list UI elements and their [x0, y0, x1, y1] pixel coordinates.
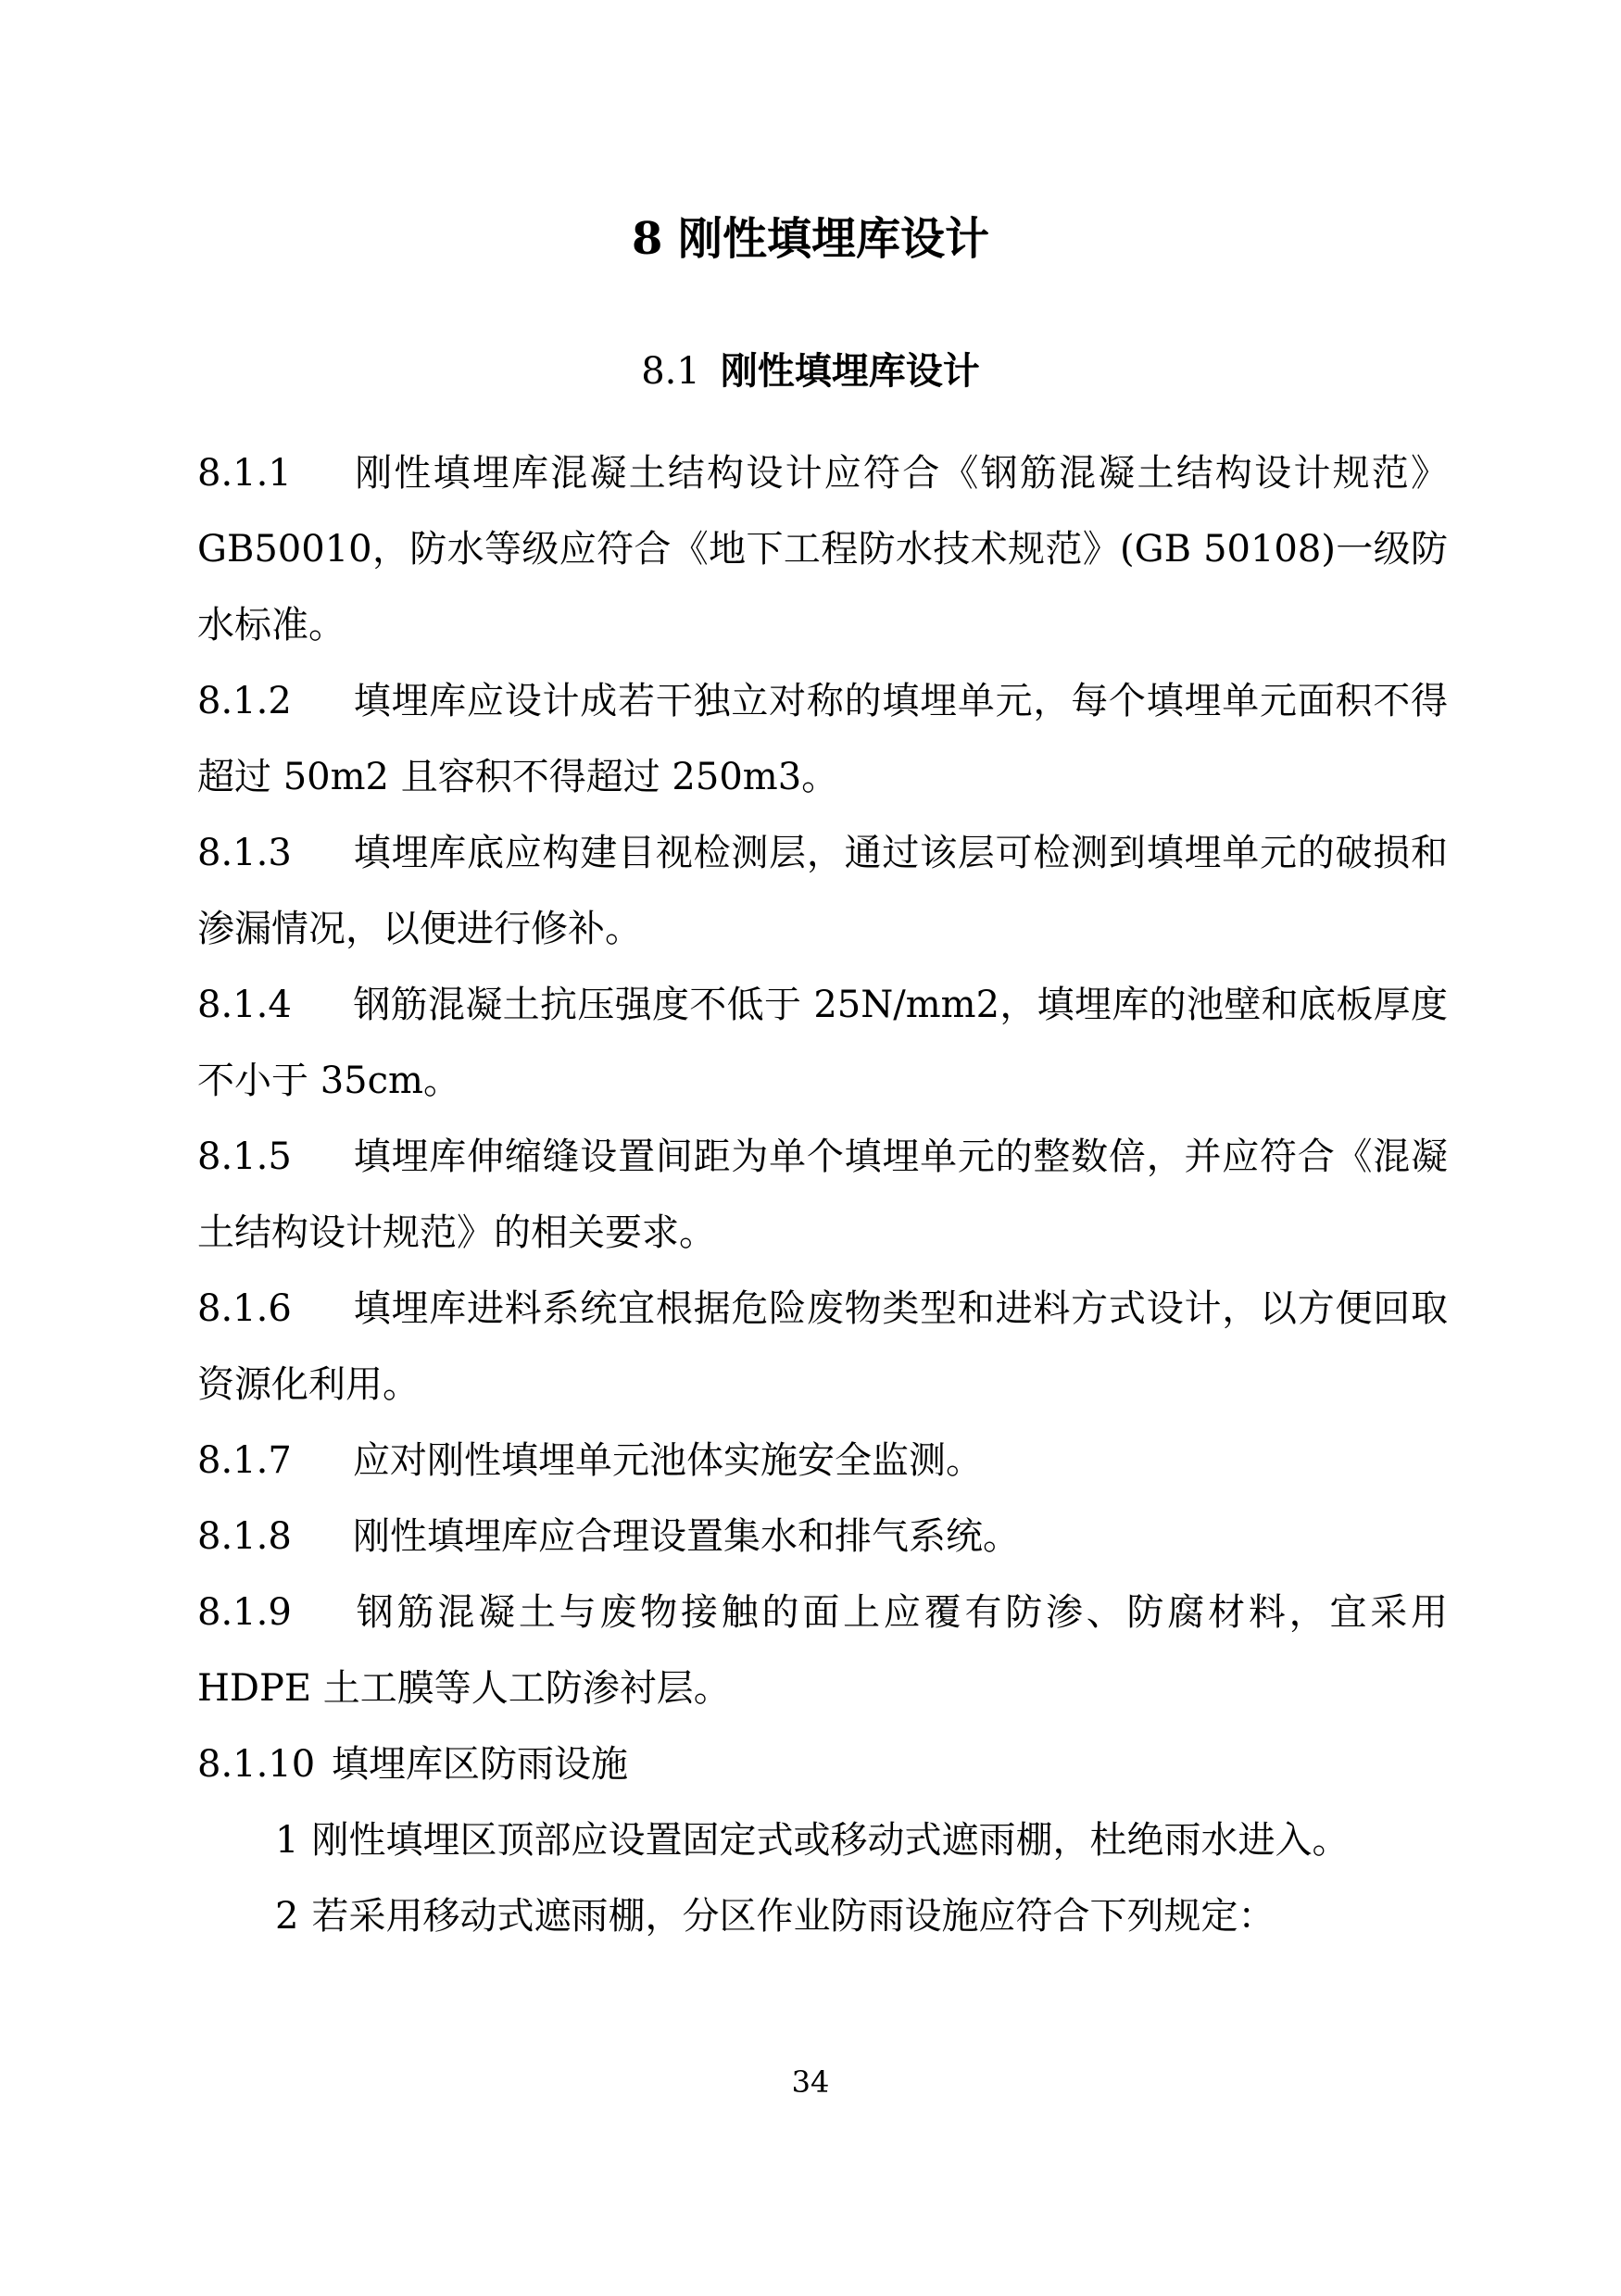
- subitem-1: [197, 1802, 1448, 1878]
- clause-number: 8.1.1: [197, 452, 292, 495]
- section-title: 刚性填埋库设计: [720, 349, 980, 393]
- subitem-text: 若采用移动式遮雨棚，分区作业防雨设施应符合下列规定：: [311, 1895, 1275, 1938]
- clause-8-1-10: [197, 1726, 1448, 1802]
- clause-text: 刚性填埋库混凝土结构设计应符合《钢筋混凝土结构设计规范》GB50010，防水等级应符合《地下工程防水技术规范》(GB 50108)一级防水标准。: [197, 452, 1448, 646]
- chapter-title: 8 刚性填埋库设计: [631, 213, 990, 265]
- clause-number: 8.1.6: [197, 1287, 292, 1330]
- subitem-number: 1: [275, 1819, 299, 1862]
- clause-text: 应对刚性填埋单元池体实施安全监测。: [353, 1439, 983, 1482]
- page-number: 34: [791, 2064, 830, 2100]
- clause-number: 8.1.5: [197, 1135, 292, 1178]
- clause-8-1-8: [197, 1499, 1448, 1575]
- clause-number: 8.1.4: [197, 984, 292, 1026]
- clause-number: 8.1.2: [197, 680, 292, 722]
- clause-text: 钢筋混凝土与废物接触的面上应覆有防渗、防腐材料，宜采用 HDPE 土工膜等人工防渗衬层。: [197, 1591, 1448, 1710]
- clause-number: 8.1.10: [197, 1743, 316, 1786]
- clause-number: 8.1.9: [197, 1591, 292, 1634]
- clause-8-1-7: [197, 1423, 1448, 1499]
- clause-text: 填埋库底应构建目视检测层，通过该层可检测到填埋单元的破损和渗漏情况，以便进行修补。: [197, 832, 1448, 950]
- clause-text: 填埋库区防雨设施: [332, 1743, 628, 1786]
- subitem-2: [197, 1878, 1448, 1954]
- clause-8-1-5: [197, 1119, 1448, 1271]
- clause-number: 8.1.3: [197, 832, 292, 874]
- clause-text: 刚性填埋库应合理设置集水和排气系统。: [353, 1515, 1020, 1558]
- clause-8-1-4: [197, 967, 1448, 1119]
- section-heading: [0, 339, 1621, 404]
- subitem-text: 刚性填埋区顶部应设置固定式或移动式遮雨棚，杜绝雨水进入。: [311, 1819, 1350, 1862]
- clause-text: 钢筋混凝土抗压强度不低于 25N/mm2，填埋库的池壁和底板厚度不小于 35cm。: [197, 984, 1448, 1102]
- section-number: 8.1: [641, 350, 700, 393]
- clause-text: 填埋库应设计成若干独立对称的填埋单元，每个填埋单元面积不得超过 50m2 且容积不得超过 250m3。: [197, 680, 1448, 798]
- clause-8-1-3: [197, 815, 1448, 967]
- clause-8-1-6: [197, 1271, 1448, 1423]
- subitem-number: 2: [275, 1895, 299, 1938]
- clause-8-1-2: [197, 663, 1448, 815]
- clause-8-1-9: [197, 1575, 1448, 1726]
- document-body: [197, 435, 1448, 1954]
- clause-8-1-1: [197, 435, 1448, 663]
- clause-text: 填埋库进料系统宜根据危险废物类型和进料方式设计，以方便回取资源化利用。: [197, 1287, 1448, 1406]
- clause-number: 8.1.7: [197, 1439, 292, 1482]
- clause-text: 填埋库伸缩缝设置间距为单个填埋单元的整数倍，并应符合《混凝土结构设计规范》的相关要求。: [197, 1135, 1448, 1254]
- clause-number: 8.1.8: [197, 1515, 292, 1558]
